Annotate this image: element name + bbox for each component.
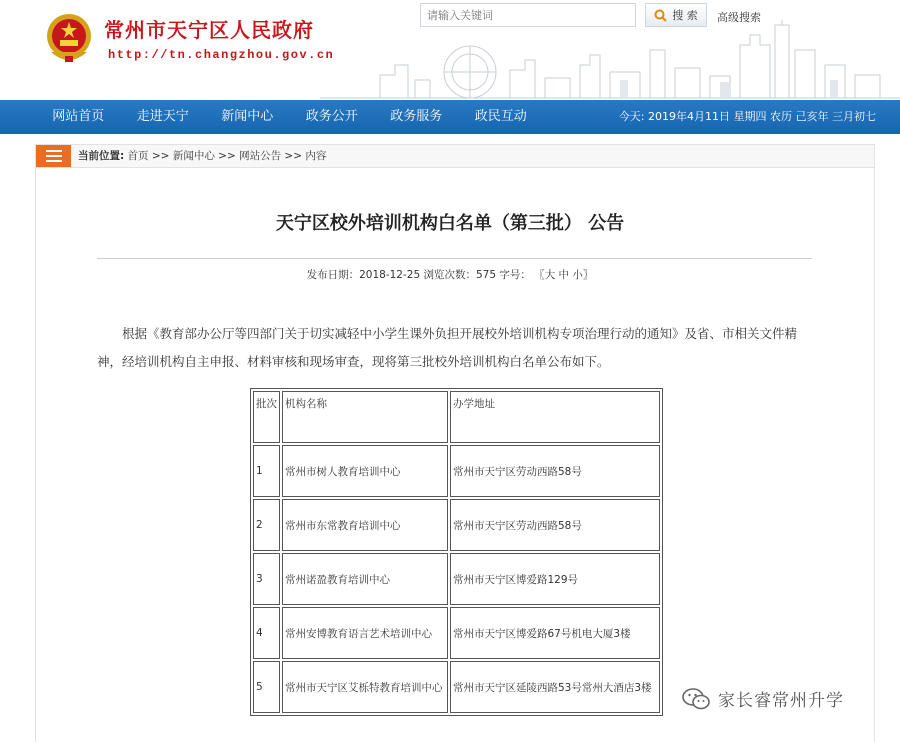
site-header xyxy=(0,0,900,100)
site-url[interactable]: http://tn.changzhou.gov.cn xyxy=(108,48,335,62)
breadcrumb-path[interactable]: 首页 >> 新闻中心 >> 网站公告 >> 内容 xyxy=(127,150,327,162)
breadcrumb xyxy=(35,144,875,168)
cell-batch: 2 xyxy=(253,499,280,551)
nav-item-government-affairs[interactable]: 政务公开 xyxy=(305,109,358,124)
table-row xyxy=(253,445,660,497)
whitelist-table xyxy=(250,388,663,716)
today-date: 今天: 2019年4月11日 星期四 农历 己亥年 三月初七 xyxy=(618,110,876,123)
cell-name: 常州市天宁区艾栎特教育培训中心 xyxy=(282,661,448,713)
nav-item-government-services[interactable]: 政务服务 xyxy=(390,109,443,124)
cell-batch: 5 xyxy=(253,661,280,713)
search-button-label: 搜 索 xyxy=(672,9,698,22)
article-paragraph: 根据《教育部办公厅等四部门关于切实减轻中小学生课外负担开展校外培训机构专项治理行动的通知》及省、市相关文件精神，经培训机构自主申报、材料审核和现场审查，现将第三批校外培训机构白名单公布如下。 xyxy=(97,326,798,369)
column-header-address: 办学地址 xyxy=(450,391,660,443)
cell-address: 常州市天宁区劳动西路58号 xyxy=(450,445,660,497)
cell-address: 常州市天宁区延陵西路53号常州大酒店3楼 xyxy=(450,661,660,713)
main-navigation xyxy=(0,100,900,134)
article-title: 天宁区校外培训机构白名单（第三批） 公告 xyxy=(275,213,625,234)
nav-item-about-tianning[interactable]: 走进天宁 xyxy=(136,109,189,124)
wechat-icon xyxy=(682,687,710,711)
cell-name: 常州安博教育语言艺术培训中心 xyxy=(282,607,448,659)
national-emblem-icon xyxy=(45,12,93,64)
cell-batch: 3 xyxy=(253,553,280,605)
font-size-options[interactable]: 〖大 中 小〗 xyxy=(534,269,594,281)
table-row xyxy=(253,499,660,551)
breadcrumb-label: 当前位置: xyxy=(78,150,125,162)
font-size-label: 字号： xyxy=(499,269,531,281)
menu-list-icon xyxy=(36,145,71,167)
search-input[interactable] xyxy=(420,3,636,27)
table-row xyxy=(253,661,660,713)
article-meta xyxy=(0,267,900,282)
cell-address: 常州市天宁区劳动西路58号 xyxy=(450,499,660,551)
title-divider xyxy=(97,258,812,259)
table-row xyxy=(253,607,660,659)
search-icon xyxy=(654,9,667,22)
cell-name: 常州市东常教育培训中心 xyxy=(282,499,448,551)
site-title[interactable]: 常州市天宁区人民政府 xyxy=(104,18,314,42)
cell-address: 常州市天宁区博爱路129号 xyxy=(450,553,660,605)
column-header-batch: 批次 xyxy=(253,391,280,443)
nav-item-public-interaction[interactable]: 政民互动 xyxy=(474,109,527,124)
table-row xyxy=(253,553,660,605)
city-skyline-illustration xyxy=(320,20,900,100)
search-button[interactable] xyxy=(645,3,707,27)
cell-batch: 1 xyxy=(253,445,280,497)
cell-batch: 4 xyxy=(253,607,280,659)
cell-name: 常州诺盈教育培训中心 xyxy=(282,553,448,605)
nav-item-news-center[interactable]: 新闻中心 xyxy=(221,109,274,124)
publish-info: 发布日期：2018-12-25 浏览次数：575 xyxy=(306,269,497,281)
cell-name: 常州市树人教育培训中心 xyxy=(282,445,448,497)
advanced-search-link[interactable]: 高级搜索 xyxy=(717,11,761,24)
watermark-text: 家长睿常州升学 xyxy=(718,691,844,711)
wechat-watermark xyxy=(682,686,844,711)
cell-address: 常州市天宁区博爱路67号机电大厦3楼 xyxy=(450,607,660,659)
table-header-row xyxy=(253,391,660,443)
column-header-name: 机构名称 xyxy=(282,391,448,443)
nav-item-home[interactable]: 网站首页 xyxy=(52,109,105,124)
